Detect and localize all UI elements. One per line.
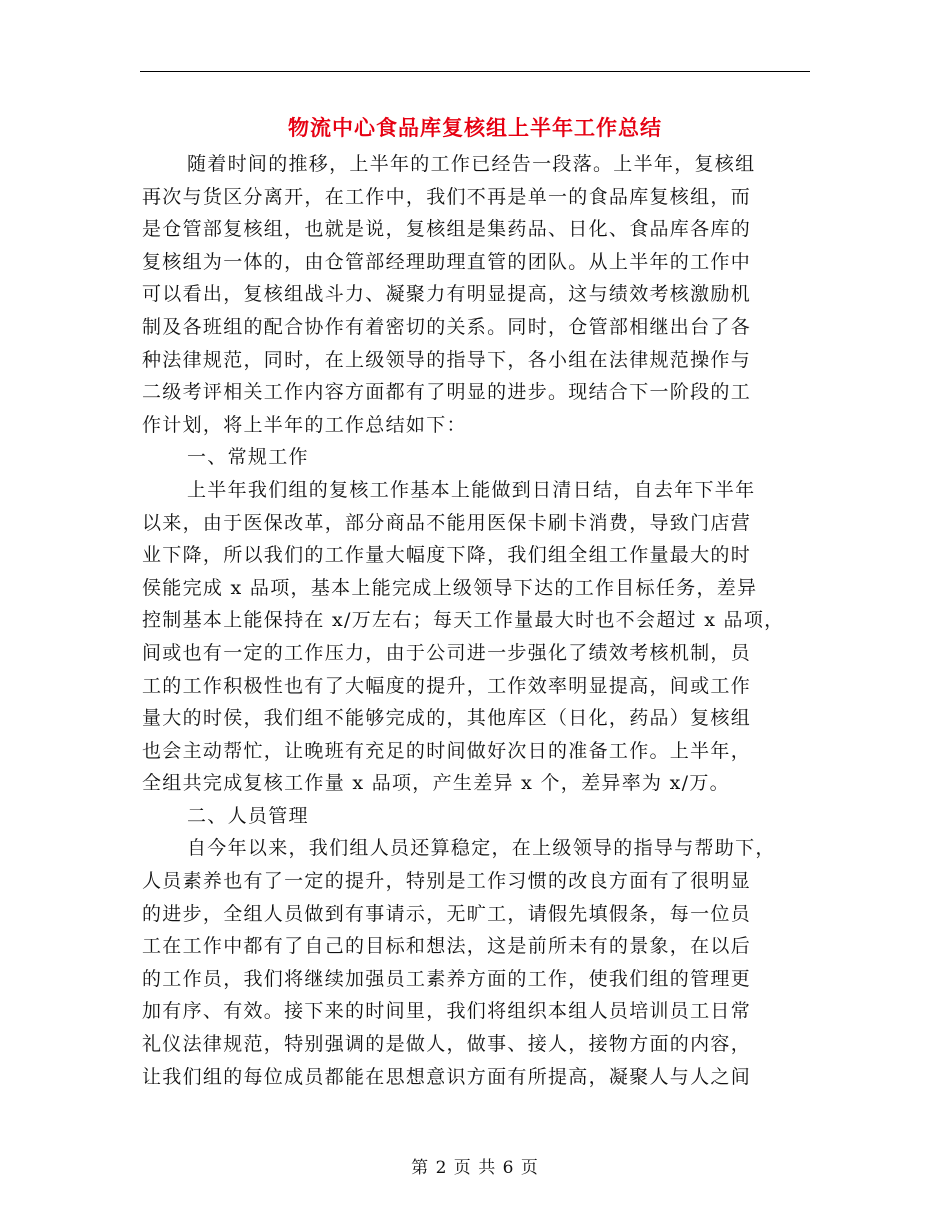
paragraph-line: 以来，由于医保改革，部分商品不能用医保卡刷卡消费，导致门店营 xyxy=(142,511,752,534)
paragraph-line: 人员素养也有了一定的提升，特别是工作习惯的改良方面有了很明显 xyxy=(142,870,752,893)
paragraph-line: 二级考评相关工作内容方面都有了明显的进步。现结合下一阶段的工 xyxy=(142,381,752,404)
paragraph-line: 全组共完成复核工作量 x 品项，产生差异 x 个，差异率为 x/万。 xyxy=(142,772,730,795)
paragraph-line: 间或也有一定的工作压力，由于公司进一步强化了绩效考核机制，员 xyxy=(142,641,752,664)
paragraph-line: 上半年我们组的复核工作基本上能做到日清日结，自去年下半年 xyxy=(187,478,756,501)
paragraph-line: 工的工作积极性也有了大幅度的提升，工作效率明显提高，间或工作 xyxy=(142,674,752,697)
paragraph-line: 制及各班组的配合协作有着密切的关系。同时，仓管部相继出台了各 xyxy=(142,315,752,338)
document-title: 物流中心食品库复核组上半年工作总结 xyxy=(288,115,662,140)
paragraph-line: 自今年以来，我们组人员还算稳定，在上级领导的指导与帮助下， xyxy=(187,837,776,860)
paragraph-line: 随着时间的推移，上半年的工作已经告一段落。上半年，复核组 xyxy=(187,153,756,175)
paragraph-line: 的进步，全组人员做到有事请示，无旷工，请假先填假条，每一位员 xyxy=(142,902,752,925)
paragraph-line: 加有序、有效。接下来的时间里，我们将组织本组人员培训员工日常 xyxy=(142,1000,752,1023)
paragraph-line: 作计划，将上半年的工作总结如下： xyxy=(142,413,467,436)
section-heading: 一、常规工作 xyxy=(187,446,309,469)
paragraph-line: 再次与货区分离开，在工作中，我们不再是单一的食品库复核组，而 xyxy=(142,185,752,208)
header-rule xyxy=(140,71,810,72)
paragraph-line: 控制基本上能保持在 x/万左右；每天工作量最大时也不会超过 x 品项， xyxy=(142,609,785,632)
paragraph-line: 业下降，所以我们的工作量大幅度下降，我们组全组工作量最大的时 xyxy=(142,544,752,567)
section-heading: 二、人员管理 xyxy=(187,804,309,827)
paragraph-line: 礼仪法律规范，特别强调的是做人，做事、接人，接物方面的内容， xyxy=(142,1033,752,1056)
page-footer: 第 2 页 共 6 页 xyxy=(411,1158,539,1178)
paragraph-line: 种法律规范，同时，在上级领导的指导下，各小组在法律规范操作与 xyxy=(142,348,752,371)
paragraph-line: 复核组为一体的，由仓管部经理助理直管的团队。从上半年的工作中 xyxy=(142,250,752,273)
paragraph-line: 侯能完成 x 品项，基本上能完成上级领导下达的工作目标任务，差异 xyxy=(142,576,758,599)
paragraph-line: 工在工作中都有了自己的目标和想法，这是前所未有的景象，在以后 xyxy=(142,935,752,958)
paragraph-line: 是仓管部复核组，也就是说，复核组是集药品、日化、食品库各库的 xyxy=(142,218,752,241)
paragraph-line: 量大的时侯，我们组不能够完成的，其他库区（日化，药品）复核组 xyxy=(142,707,752,730)
document-body xyxy=(142,148,810,1093)
paragraph-line: 也会主动帮忙，让晚班有充足的时间做好次日的准备工作。上半年， xyxy=(142,739,752,762)
paragraph-line: 可以看出，复核组战斗力、凝聚力有明显提高，这与绩效考核激励机 xyxy=(142,283,752,306)
paragraph-line: 的工作员，我们将继续加强员工素养方面的工作，使我们组的管理更 xyxy=(142,967,752,990)
paragraph-line: 让我们组的每位成员都能在思想意识方面有所提高，凝聚人与人之间 xyxy=(142,1065,752,1088)
